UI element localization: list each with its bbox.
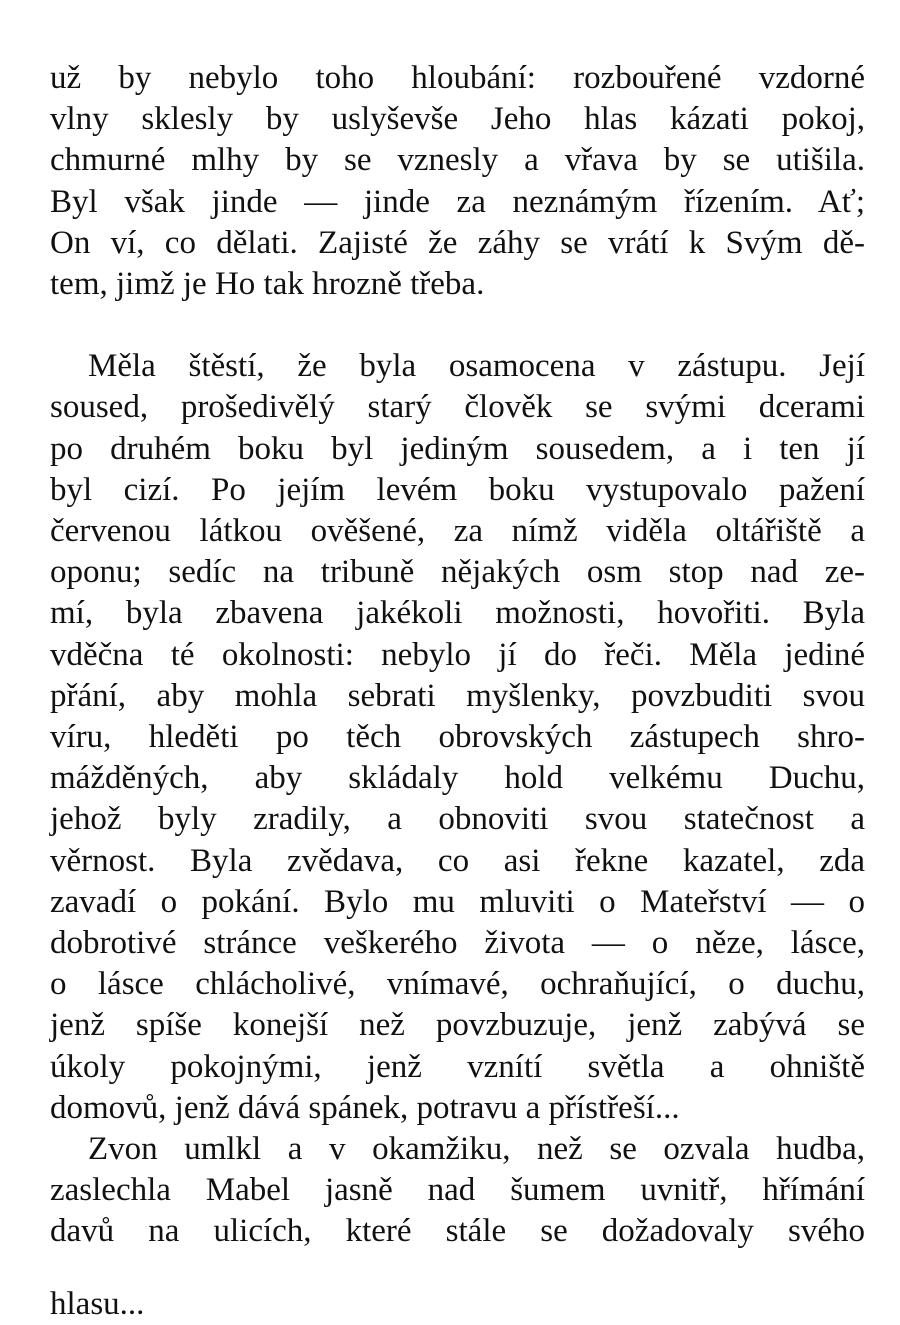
text-line: tem, jimž je Ho tak hrozně třeba. — [50, 266, 485, 303]
text-line: úkoly pokojnými, jenž vznítí světla a ohniště — [50, 1048, 865, 1085]
text-line: mážděných, aby skládaly hold velkému Duchu, — [50, 760, 865, 797]
text-line: On ví, co dělati. Zajisté že záhy se vrátí k Svým dě- — [50, 224, 865, 261]
text-line: zaslechla Mabel jasně nad šumem uvnitř, hřímání — [50, 1172, 865, 1209]
text-line: Zvon umlkl a v okamžiku, než se ozvala hudba, — [88, 1131, 865, 1168]
paragraph-1 — [50, 58, 865, 305]
text-line: Byl však jinde — jinde za neznámým řízením. Ať; — [50, 183, 865, 220]
text-line: mí, byla zbavena jakékoli možnosti, hovořiti. Byla — [50, 595, 865, 632]
text-line: zavadí o pokání. Bylo mu mluviti o Mateřství — o — [50, 883, 865, 920]
text-line: už by nebylo toho hloubání: rozbouřené vzdorné — [50, 60, 865, 96]
text-line: vděčna té okolnosti: nebylo jí do řeči. Měla jediné — [50, 636, 865, 673]
text-line: jehož byly zradily, a obnoviti svou statečnost a — [50, 801, 865, 838]
text-line: oponu; sedíc na tribuně nějakých osm stop nad ze- — [50, 554, 865, 591]
text-line: soused, prošedivělý starý člověk se svými dcerami — [50, 389, 865, 426]
text-line: Měla štěstí, že byla osamocena v zástupu. Její — [88, 348, 865, 385]
text-line: po druhém boku byl jediným sousedem, a i ten jí — [50, 430, 865, 467]
text-line: dobrotivé stránce veškerého života — o něze, lásce, — [50, 925, 865, 962]
text-line: víru, hleděti po těch obrovských zástupech shro- — [50, 719, 865, 756]
text-line: chmurné mlhy by se vznesly a vřava by se utišila. — [50, 142, 865, 179]
document-page — [50, 58, 865, 1253]
text-line: jenž spíše konejší než povzbuzuje, jenž zabývá se — [50, 1007, 865, 1044]
text-line: přání, aby mohla sebrati myšlenky, povzbuditi svou — [50, 677, 865, 714]
text-line: domovů, jenž dává spánek, potravu a přístřeší... — [50, 1089, 680, 1126]
text-line: davů na ulicích, které stále se dožadovaly svého — [50, 1213, 865, 1250]
text-line: věrnost. Byla zvědava, co asi řekne kazatel, zda — [50, 842, 865, 879]
text-line: vlny sklesly by uslyševše Jeho hlas kázati pokoj, — [50, 101, 865, 138]
text-line: o lásce chlácholivé, vnímavé, ochraňující, o duchu, — [50, 966, 865, 1003]
paragraph-gap — [50, 305, 865, 346]
paragraph-2 — [50, 346, 865, 1129]
text-line: byl cizí. Po jejím levém boku vystupovalo pažení — [50, 471, 865, 508]
paragraph-3 — [50, 1129, 865, 1253]
text-line: červenou látkou ověšené, za nímž viděla oltářiště a — [50, 513, 865, 550]
cut-off-text-line: hlasu... — [50, 1286, 145, 1322]
